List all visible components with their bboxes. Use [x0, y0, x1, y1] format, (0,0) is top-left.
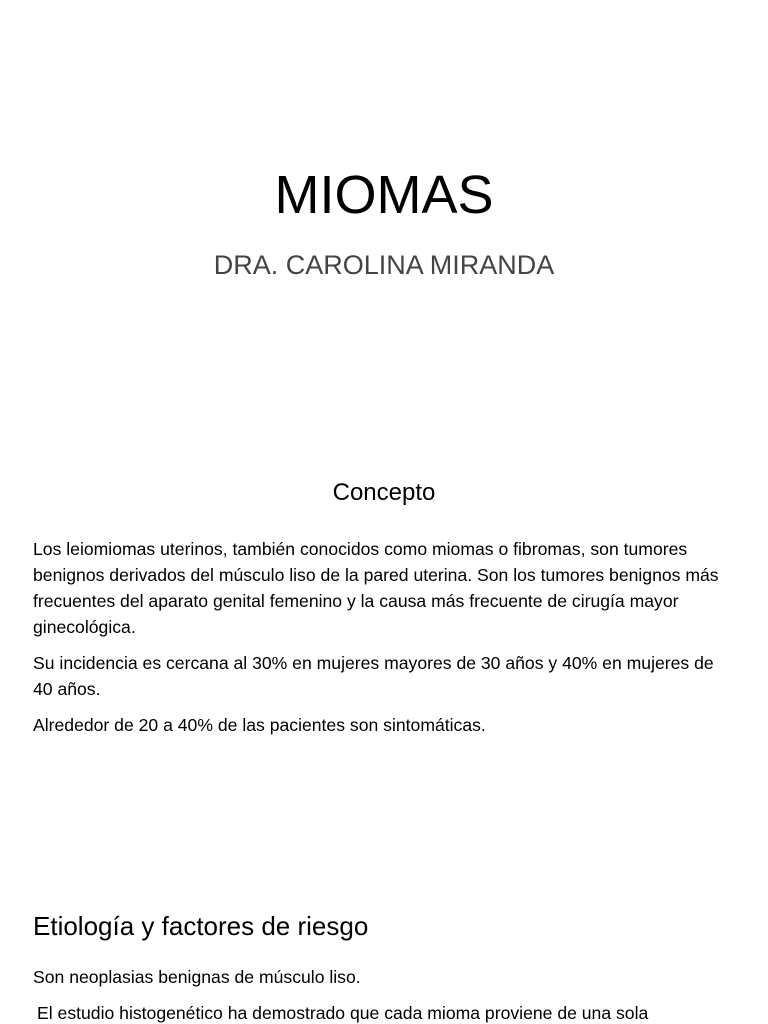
section-heading-etiologia: Etiología y factores de riesgo	[33, 911, 369, 941]
paragraph: Su incidencia es cercana al 30% en mujeres mayores de 30 años y 40% en mujeres de 40 años.	[33, 653, 714, 699]
section-heading-concepto: Concepto	[332, 479, 436, 506]
paragraph: Los leiomiomas uterinos, también conocidos como miomas o fibromas, son tumores benignos derivados del músculo liso de la pared uterina. Son los tumores benignos más frecuentes del aparato genital femenino y la causa más frecuente de cirugía mayor ginecológica.	[33, 539, 719, 637]
document-author: DRA. CAROLINA MIRANDA	[213, 250, 555, 280]
paragraph: Alrededor de 20 a 40% de las pacientes son sintomáticas.	[33, 715, 486, 735]
paragraph: El estudio histogenético ha demostrado que cada mioma proviene de una sola	[37, 1003, 649, 1023]
section-body-concepto	[33, 536, 738, 748]
section-body-etiologia	[33, 964, 738, 1024]
paragraph: Son neoplasias benignas de músculo liso.	[33, 967, 361, 987]
document-title: MIOMAS	[274, 165, 494, 225]
